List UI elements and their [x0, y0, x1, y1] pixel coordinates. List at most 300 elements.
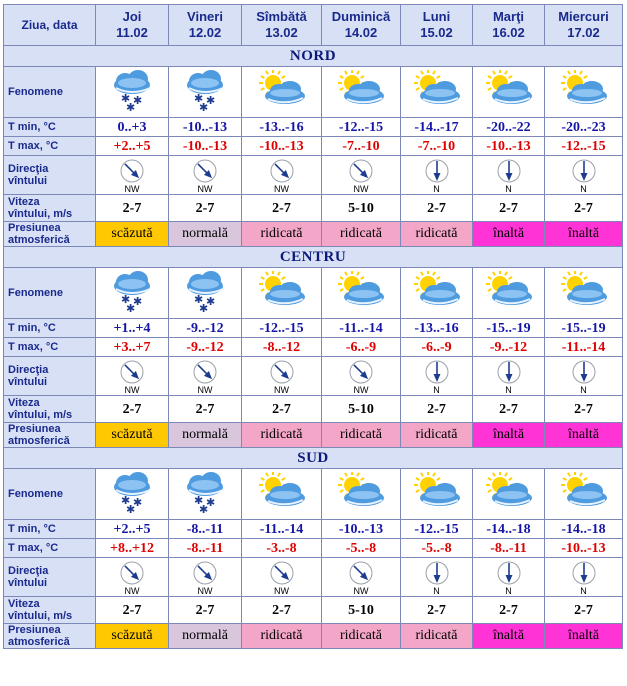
wind-arrow-icon — [401, 359, 472, 385]
tmax-cell — [545, 338, 623, 357]
wind-arrow-icon — [96, 158, 168, 184]
wind-direction-value: NW — [353, 384, 369, 395]
tmin-cell — [169, 520, 242, 539]
header-row — [4, 5, 623, 46]
row-label-speed — [4, 396, 96, 423]
tmax-cell — [322, 137, 401, 156]
wind-speed-cell — [96, 597, 169, 624]
wind-speed-value: 2-7 — [574, 201, 593, 216]
label-line: atmosferică — [8, 435, 70, 447]
tmax-cell — [545, 539, 623, 558]
tmax-cell — [322, 539, 401, 558]
row-label-direction — [4, 357, 96, 396]
tmax-value: -5..-8 — [421, 541, 452, 556]
pressure-cell — [96, 624, 169, 649]
wind-speed-value: 5-10 — [348, 603, 374, 618]
tmin-cell — [545, 520, 623, 539]
wind-speed-value: 2-7 — [574, 603, 593, 618]
wind-direction-value: NW — [274, 183, 289, 194]
tmax-cell — [473, 539, 545, 558]
label-line: atmosferică — [8, 234, 70, 246]
wind-arrow-icon — [473, 158, 544, 184]
tmax-cell — [401, 539, 473, 558]
phenomena-row — [4, 67, 623, 118]
snow-cloud-icon — [107, 292, 157, 317]
pressure-cell — [169, 222, 242, 247]
sun-cloud-icon — [557, 298, 611, 315]
wind-direction-cell — [322, 357, 401, 396]
phenomena-cell — [96, 268, 169, 319]
svg-text:✱: ✱ — [194, 493, 204, 507]
pressure-value: înaltă — [567, 628, 600, 643]
svg-text:✱: ✱ — [199, 502, 209, 514]
wind-speed-value: 2-7 — [272, 603, 291, 618]
wind-arrow-icon — [322, 359, 400, 385]
tmin-cell — [473, 520, 545, 539]
phenomena-cell — [401, 268, 473, 319]
sun-cloud-icon — [482, 298, 536, 315]
tmax-value: -10..-13 — [182, 139, 228, 154]
tmin-cell — [242, 118, 322, 137]
tmax-value: -9..-12 — [186, 340, 224, 355]
svg-text:✱: ✱ — [199, 301, 209, 313]
day-date: 13.02 — [265, 25, 298, 40]
pressure-cell — [401, 222, 473, 247]
wind-speed-cell — [401, 195, 473, 222]
pressure-cell — [242, 624, 322, 649]
label-line: vîntului, m/s — [8, 409, 73, 421]
pressure-value: ridicată — [340, 226, 382, 241]
wind-direction-value: NW — [197, 183, 213, 194]
phenomena-cell — [169, 67, 242, 118]
wind-arrow-icon — [96, 359, 168, 385]
row-label-direction — [4, 156, 96, 195]
wind-speed-value: 2-7 — [195, 402, 215, 417]
snow-cloud-icon — [107, 91, 157, 116]
corner-label: Ziua, data — [4, 5, 96, 46]
svg-text:✱: ✱ — [121, 91, 131, 105]
tmin-value: -11..-14 — [339, 321, 383, 336]
wind-arrow-icon — [169, 359, 241, 385]
wind-direction-value: NW — [197, 585, 213, 596]
row-label-speed — [4, 597, 96, 624]
pressure-value: înaltă — [492, 226, 525, 241]
sun-cloud-icon — [334, 499, 388, 516]
row-label-tmin: T min, °C — [4, 118, 96, 137]
label-line: vîntului — [8, 175, 48, 187]
wind-speed-row — [4, 597, 623, 624]
pressure-cell — [473, 624, 545, 649]
wind-direction-cell — [322, 156, 401, 195]
tmin-value: -14..-18 — [486, 522, 531, 537]
phenomena-cell — [169, 469, 242, 520]
wind-direction-row — [4, 156, 623, 195]
tmin-value: -10..-13 — [338, 522, 384, 537]
wind-speed-cell — [322, 195, 401, 222]
wind-arrow-icon — [322, 560, 400, 586]
label-line: Presiunea — [8, 222, 61, 234]
tmax-value: -10..-13 — [561, 541, 606, 556]
wind-speed-value: 2-7 — [427, 603, 446, 618]
svg-text:✱: ✱ — [194, 292, 204, 306]
sun-cloud-icon — [255, 499, 309, 516]
row-label-fenomene: Fenomene — [4, 268, 96, 319]
phenomena-cell — [473, 268, 545, 319]
wind-speed-value: 2-7 — [427, 201, 446, 216]
tmin-cell — [322, 520, 401, 539]
row-label-direction — [4, 558, 96, 597]
wind-direction-cell — [322, 558, 401, 597]
wind-speed-cell — [242, 597, 322, 624]
region-row — [4, 247, 623, 268]
wind-speed-value: 2-7 — [195, 201, 215, 216]
pressure-row — [4, 222, 623, 247]
svg-text:✱: ✱ — [206, 294, 216, 308]
tmin-value: -15..-19 — [486, 321, 531, 336]
row-label-fenomene: Fenomene — [4, 67, 96, 118]
row-label-fenomene: Fenomene — [4, 469, 96, 520]
tmin-cell — [401, 520, 473, 539]
pressure-value: scăzută — [111, 226, 153, 241]
day-name: Duminică — [331, 9, 391, 24]
tmax-value: -11..-14 — [561, 340, 606, 355]
day-date: 14.02 — [344, 25, 378, 40]
tmax-cell — [242, 338, 322, 357]
wind-arrow-icon — [401, 158, 472, 184]
wind-direction-value: NW — [124, 183, 140, 194]
wind-speed-cell — [545, 195, 623, 222]
pressure-cell — [96, 423, 169, 448]
row-label-pressure — [4, 423, 96, 448]
tmin-row — [4, 118, 623, 137]
tmin-cell — [473, 118, 545, 137]
tmax-cell — [169, 338, 242, 357]
wind-speed-value: 2-7 — [574, 402, 593, 417]
pressure-value: înaltă — [567, 226, 600, 241]
pressure-cell — [242, 423, 322, 448]
wind-arrow-icon — [242, 359, 321, 385]
row-label-pressure — [4, 222, 96, 247]
wind-direction-value: N — [433, 384, 440, 395]
wind-speed-value: 2-7 — [427, 402, 446, 417]
label-line: Presiunea — [8, 624, 61, 636]
svg-text:✱: ✱ — [133, 93, 143, 107]
phenomena-cell — [322, 469, 401, 520]
svg-text:✱: ✱ — [126, 100, 136, 112]
label-line: Viteza — [8, 397, 40, 409]
phenomena-cell — [242, 67, 322, 118]
tmin-cell — [401, 319, 473, 338]
wind-direction-cell — [169, 156, 242, 195]
label-line: Viteza — [8, 196, 40, 208]
wind-arrow-icon — [545, 560, 622, 586]
region-title: CENTRU — [4, 247, 623, 268]
day-header — [96, 5, 169, 46]
label-line: vîntului — [8, 376, 48, 388]
pressure-cell — [401, 624, 473, 649]
phenomena-cell — [242, 469, 322, 520]
wind-direction-value: N — [505, 585, 512, 596]
wind-speed-cell — [242, 396, 322, 423]
sun-cloud-icon — [410, 298, 464, 315]
wind-direction-cell — [473, 558, 545, 597]
svg-text:✱: ✱ — [206, 93, 216, 107]
wind-direction-cell — [401, 558, 473, 597]
sun-cloud-icon — [482, 97, 536, 114]
wind-speed-value: 5-10 — [348, 201, 374, 216]
tmax-cell — [473, 338, 545, 357]
wind-direction-value: NW — [274, 384, 289, 395]
tmin-value: -11..-14 — [259, 522, 304, 537]
row-label-tmax: T max, °C — [4, 338, 96, 357]
pressure-cell — [545, 423, 623, 448]
wind-direction-value: N — [580, 183, 587, 194]
pressure-cell — [169, 624, 242, 649]
pressure-cell — [322, 624, 401, 649]
phenomena-row — [4, 268, 623, 319]
tmin-value: -12..-15 — [414, 522, 459, 537]
wind-direction-cell — [401, 357, 473, 396]
day-header — [322, 5, 401, 46]
tmax-value: -10..-13 — [486, 139, 531, 154]
tmax-cell — [169, 539, 242, 558]
tmin-value: -10..-13 — [182, 120, 228, 135]
wind-arrow-icon — [242, 158, 321, 184]
wind-direction-value: N — [505, 384, 512, 395]
wind-direction-value: N — [580, 585, 587, 596]
pressure-value: normală — [182, 628, 228, 643]
tmax-cell — [96, 539, 169, 558]
wind-arrow-icon — [169, 158, 241, 184]
pressure-row — [4, 624, 623, 649]
wind-direction-cell — [96, 156, 169, 195]
pressure-value: ridicată — [415, 427, 458, 442]
wind-speed-cell — [169, 396, 242, 423]
wind-direction-row — [4, 558, 623, 597]
pressure-value: înaltă — [492, 427, 525, 442]
pressure-value: ridicată — [260, 427, 303, 442]
wind-speed-cell — [169, 195, 242, 222]
tmax-cell — [322, 338, 401, 357]
region-title: NORD — [4, 46, 623, 67]
wind-direction-cell — [169, 558, 242, 597]
pressure-value: normală — [182, 226, 228, 241]
svg-text:✱: ✱ — [126, 502, 136, 514]
wind-direction-cell — [169, 357, 242, 396]
wind-direction-cell — [242, 156, 322, 195]
svg-text:✱: ✱ — [199, 100, 209, 112]
region-row — [4, 448, 623, 469]
tmax-cell — [242, 539, 322, 558]
wind-direction-value: NW — [274, 585, 289, 596]
tmax-cell — [401, 338, 473, 357]
wind-speed-value: 2-7 — [195, 603, 215, 618]
sun-cloud-icon — [255, 97, 309, 114]
svg-text:✱: ✱ — [121, 292, 131, 306]
forecast-table — [3, 4, 623, 649]
region-title: SUD — [4, 448, 623, 469]
row-label-speed — [4, 195, 96, 222]
phenomena-cell — [545, 67, 623, 118]
sun-cloud-icon — [557, 97, 611, 114]
day-date: 11.02 — [116, 25, 148, 40]
wind-speed-value: 5-10 — [348, 402, 374, 417]
wind-speed-cell — [96, 396, 169, 423]
day-header — [473, 5, 545, 46]
tmax-value: -10..-13 — [259, 139, 304, 154]
wind-speed-value: 2-7 — [122, 402, 142, 417]
tmin-cell — [473, 319, 545, 338]
day-date: 12.02 — [188, 25, 222, 40]
tmax-value: -3..-8 — [266, 541, 297, 556]
label-line: vîntului, m/s — [8, 610, 73, 622]
label-line: Direcţia — [8, 364, 49, 376]
wind-speed-value: 2-7 — [499, 201, 518, 216]
tmax-value: -8..-12 — [262, 340, 301, 355]
pressure-value: ridicată — [415, 628, 458, 643]
pressure-cell — [322, 423, 401, 448]
wind-arrow-icon — [401, 560, 472, 586]
pressure-value: scăzută — [111, 427, 153, 442]
wind-direction-cell — [545, 156, 623, 195]
day-name: Joi — [122, 9, 142, 24]
day-header — [169, 5, 242, 46]
tmin-value: -13..-16 — [259, 120, 304, 135]
tmax-value: +8..+12 — [110, 541, 154, 556]
sun-cloud-icon — [334, 298, 388, 315]
day-header — [242, 5, 322, 46]
pressure-cell — [473, 423, 545, 448]
tmax-row — [4, 137, 623, 156]
wind-arrow-icon — [242, 560, 321, 586]
svg-text:✱: ✱ — [206, 495, 216, 509]
sun-cloud-icon — [557, 499, 611, 516]
tmin-cell — [96, 520, 169, 539]
tmax-cell — [169, 137, 242, 156]
tmin-cell — [169, 319, 242, 338]
svg-text:✱: ✱ — [126, 301, 136, 313]
wind-speed-value: 2-7 — [499, 402, 518, 417]
wind-speed-cell — [473, 396, 545, 423]
tmin-cell — [242, 319, 322, 338]
tmax-cell — [242, 137, 322, 156]
tmin-cell — [242, 520, 322, 539]
wind-speed-row — [4, 195, 623, 222]
row-label-tmin: T min, °C — [4, 319, 96, 338]
row-label-tmin: T min, °C — [4, 520, 96, 539]
wind-direction-value: N — [505, 183, 512, 194]
wind-direction-cell — [545, 357, 623, 396]
tmax-value: -6..-9 — [345, 340, 377, 355]
tmin-value: -20..-22 — [486, 120, 531, 135]
wind-speed-value: 2-7 — [122, 603, 142, 618]
day-name: Luni — [422, 9, 451, 24]
wind-speed-cell — [401, 597, 473, 624]
label-line: Direcţia — [8, 565, 49, 577]
phenomena-cell — [473, 67, 545, 118]
phenomena-cell — [473, 469, 545, 520]
wind-direction-value: NW — [353, 585, 369, 596]
day-name: Marţi — [492, 9, 525, 24]
label-line: atmosferică — [8, 636, 70, 648]
tmax-cell — [96, 137, 169, 156]
day-date: 16.02 — [492, 25, 525, 40]
wind-speed-cell — [401, 396, 473, 423]
pressure-cell — [545, 222, 623, 247]
sun-cloud-icon — [410, 97, 464, 114]
wind-arrow-icon — [545, 359, 622, 385]
svg-text:✱: ✱ — [194, 91, 204, 105]
tmax-value: -9..-12 — [489, 340, 528, 355]
phenomena-cell — [169, 268, 242, 319]
wind-direction-value: N — [433, 585, 440, 596]
tmax-value: -7..-10 — [417, 139, 456, 154]
wind-speed-cell — [545, 396, 623, 423]
wind-direction-cell — [242, 357, 322, 396]
wind-speed-cell — [169, 597, 242, 624]
region-row — [4, 46, 623, 67]
wind-direction-cell — [242, 558, 322, 597]
phenomena-row — [4, 469, 623, 520]
wind-direction-cell — [96, 558, 169, 597]
tmax-row — [4, 539, 623, 558]
tmin-cell — [545, 319, 623, 338]
tmax-value: +3..+7 — [113, 340, 151, 355]
tmin-value: 0..+3 — [117, 120, 147, 135]
pressure-cell — [322, 222, 401, 247]
label-line: vîntului — [8, 577, 48, 589]
phenomena-cell — [322, 67, 401, 118]
wind-speed-cell — [473, 597, 545, 624]
sun-cloud-icon — [255, 298, 309, 315]
tmin-value: -12..-15 — [338, 120, 384, 135]
day-header — [545, 5, 623, 46]
tmin-value: -20..-23 — [561, 120, 606, 135]
day-header — [401, 5, 473, 46]
wind-arrow-icon — [169, 560, 241, 586]
wind-direction-value: NW — [124, 585, 140, 596]
tmin-cell — [169, 118, 242, 137]
wind-speed-cell — [545, 597, 623, 624]
wind-direction-cell — [473, 156, 545, 195]
tmin-cell — [96, 118, 169, 137]
tmin-cell — [96, 319, 169, 338]
wind-direction-value: NW — [353, 183, 369, 194]
tmax-value: +2..+5 — [113, 139, 151, 154]
wind-speed-cell — [322, 597, 401, 624]
wind-direction-cell — [96, 357, 169, 396]
phenomena-cell — [96, 469, 169, 520]
wind-speed-cell — [242, 195, 322, 222]
tmax-value: -6..-9 — [421, 340, 452, 355]
snow-cloud-icon — [180, 292, 230, 317]
tmin-value: +2..+5 — [113, 522, 151, 537]
row-label-tmax: T max, °C — [4, 539, 96, 558]
snow-cloud-icon — [107, 493, 157, 518]
tmax-cell — [96, 338, 169, 357]
phenomena-cell — [545, 268, 623, 319]
wind-arrow-icon — [473, 359, 544, 385]
tmin-value: -14..-18 — [561, 522, 606, 537]
phenomena-cell — [242, 268, 322, 319]
label-line: vîntului, m/s — [8, 208, 73, 220]
pressure-cell — [242, 222, 322, 247]
wind-speed-row — [4, 396, 623, 423]
tmin-cell — [322, 319, 401, 338]
pressure-value: înaltă — [567, 427, 600, 442]
pressure-value: ridicată — [260, 628, 303, 643]
wind-speed-cell — [322, 396, 401, 423]
